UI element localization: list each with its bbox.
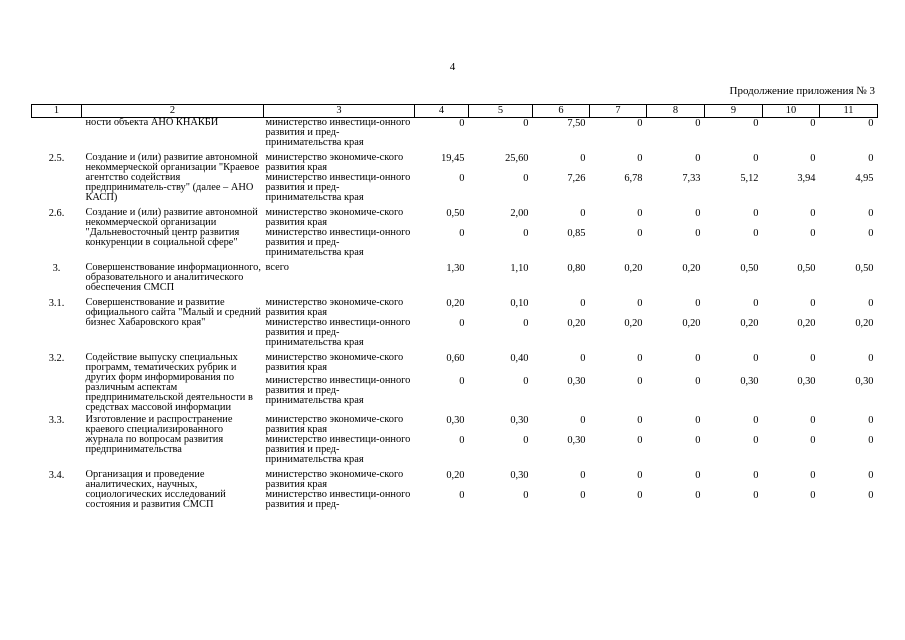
value-cell: 0 xyxy=(753,470,759,481)
value-cell: 0 xyxy=(695,153,701,164)
value-cell: 0,20 xyxy=(446,298,465,309)
value-cell: 0 xyxy=(868,298,874,309)
value-cell: 0 xyxy=(580,353,586,364)
table-row xyxy=(32,296,878,318)
value-cell: 0 xyxy=(637,208,643,219)
value-cell: 0 xyxy=(753,490,759,501)
responsible-executor: министерство экономиче-ского развития края xyxy=(265,152,404,173)
value-cell: 0 xyxy=(695,228,701,239)
value-cell: 7,26 xyxy=(567,173,586,184)
value-cell: 7,33 xyxy=(682,173,701,184)
value-cell: 0 xyxy=(459,118,465,129)
value-cell: 0,20 xyxy=(567,318,586,329)
value-cell: 0 xyxy=(810,470,816,481)
value-cell: 0 xyxy=(695,208,701,219)
value-cell: 0 xyxy=(868,153,874,164)
value-cell: 0 xyxy=(637,228,643,239)
responsible-executor: министерство экономиче-ского развития края xyxy=(265,414,404,435)
value-cell: 0 xyxy=(523,375,529,387)
value-cell: 1,10 xyxy=(510,263,529,274)
value-cell: 0,50 xyxy=(446,208,465,219)
value-cell: 0,20 xyxy=(855,318,874,329)
table-row xyxy=(32,261,878,296)
value-cell: 0 xyxy=(753,353,759,364)
value-cell: 0 xyxy=(868,490,874,501)
column-header: 9 xyxy=(705,105,763,118)
responsible-executor: министерство экономиче-ского развития края xyxy=(265,207,404,228)
value-cell: 0 xyxy=(637,415,643,426)
value-cell: 0 xyxy=(753,153,759,164)
column-header: 10 xyxy=(763,105,820,118)
item-number: 3. xyxy=(52,263,61,274)
value-cell: 0,10 xyxy=(510,298,529,309)
item-number: 3.1. xyxy=(48,298,65,309)
value-cell: 0 xyxy=(637,153,643,164)
value-cell: 0 xyxy=(523,173,529,184)
item-name: Содействие выпуску специальных программ, тематических рубрик и других форм информирования по различным аспектам предпринимательской деятельности в средствах массовой информации xyxy=(85,352,253,413)
value-cell: 0,30 xyxy=(510,470,529,481)
value-cell: 0,20 xyxy=(624,318,643,329)
value-cell: 0,50 xyxy=(855,263,874,274)
item-name: Создание и (или) развитие автономной некоммерческой организации "Дальневосточный центр развития конкуренции в социальной сфере" xyxy=(85,207,258,248)
value-cell: 0 xyxy=(523,490,529,501)
table-row xyxy=(32,151,878,173)
value-cell: 0 xyxy=(810,298,816,309)
budget-table xyxy=(31,104,878,513)
value-cell: 0 xyxy=(459,490,465,501)
value-cell: 0 xyxy=(637,435,643,446)
value-cell: 0 xyxy=(580,208,586,219)
value-cell: 0,30 xyxy=(855,375,874,387)
table-row xyxy=(32,413,878,435)
value-cell: 0 xyxy=(695,353,701,364)
responsible-executor: министерство инвестици-онного развития и пред- xyxy=(265,489,411,510)
value-cell: 0 xyxy=(753,415,759,426)
appendix-caption: Продолжение приложения № 3 xyxy=(729,85,875,97)
column-header: 5 xyxy=(469,105,533,118)
value-cell: 0 xyxy=(580,490,586,501)
value-cell: 0 xyxy=(580,153,586,164)
value-cell: 0 xyxy=(459,318,465,329)
value-cell: 6,78 xyxy=(624,173,643,184)
value-cell: 19,45 xyxy=(441,153,465,164)
item-number: 3.4. xyxy=(48,470,65,481)
value-cell: 0 xyxy=(868,228,874,239)
value-cell: 0 xyxy=(459,228,465,239)
value-cell: 0,30 xyxy=(567,435,586,446)
value-cell: 0 xyxy=(753,118,759,129)
responsible-executor: министерство инвестици-онного развития и пред-принимательства края xyxy=(265,374,411,406)
value-cell: 0 xyxy=(695,298,701,309)
value-cell: 0 xyxy=(868,208,874,219)
table-row xyxy=(32,468,878,490)
table-row xyxy=(32,206,878,228)
value-cell: 0,40 xyxy=(510,353,529,364)
responsible-executor: всего xyxy=(265,262,289,273)
value-cell: 0 xyxy=(580,298,586,309)
item-number: 2.5. xyxy=(48,153,65,164)
value-cell: 25,60 xyxy=(505,153,529,164)
value-cell: 0,30 xyxy=(567,375,586,387)
value-cell: 0 xyxy=(459,375,465,387)
value-cell: 0,30 xyxy=(740,375,759,387)
value-cell: 0 xyxy=(637,298,643,309)
responsible-executor: министерство инвестици-онного развития и пред-принимательства края xyxy=(265,172,411,203)
value-cell: 0 xyxy=(523,228,529,239)
value-cell: 0,20 xyxy=(682,263,701,274)
table-header-row xyxy=(32,105,878,118)
table-row xyxy=(32,351,878,376)
value-cell: 0 xyxy=(810,435,816,446)
value-cell: 0 xyxy=(810,208,816,219)
item-name: Совершенствование и развитие официального сайта "Малый и средний бизнес Хабаровского края" xyxy=(85,297,261,328)
responsible-executor: министерство инвестици-онного развития и пред-принимательства края xyxy=(265,317,411,348)
value-cell: 0 xyxy=(868,353,874,364)
value-cell: 0 xyxy=(810,153,816,164)
responsible-executor: министерство инвестици-онного развития и пред-принимательства края xyxy=(265,434,411,465)
item-name: Совершенствование информационного, образовательного и аналитического обеспечения СМСП xyxy=(85,262,261,293)
value-cell: 0 xyxy=(695,490,701,501)
table-row xyxy=(32,118,878,152)
value-cell: 0 xyxy=(753,208,759,219)
value-cell: 0,30 xyxy=(797,375,816,387)
table-body xyxy=(32,118,878,514)
value-cell: 0 xyxy=(695,435,701,446)
value-cell: 0 xyxy=(810,490,816,501)
responsible-executor: министерство экономиче-ского развития края xyxy=(265,352,404,373)
column-header: 3 xyxy=(264,105,415,118)
value-cell: 1,30 xyxy=(446,263,465,274)
responsible-executor: министерство инвестици-онного развития и пред-принимательства края xyxy=(265,117,411,148)
value-cell: 0,80 xyxy=(567,263,586,274)
value-cell: 0,20 xyxy=(797,318,816,329)
column-header: 7 xyxy=(590,105,647,118)
value-cell: 0,85 xyxy=(567,228,586,239)
value-cell: 0,50 xyxy=(797,263,816,274)
value-cell: 0 xyxy=(523,118,529,129)
value-cell: 0 xyxy=(523,318,529,329)
value-cell: 0,20 xyxy=(682,318,701,329)
value-cell: 0 xyxy=(637,118,643,129)
value-cell: 0,30 xyxy=(510,415,529,426)
item-number: 2.6. xyxy=(48,208,65,219)
value-cell: 0 xyxy=(868,470,874,481)
item-name: Создание и (или) развитие автономной некоммерческой организации "Краевое агентство содействия предприниматель-ству" (далее – АНО КАСП) xyxy=(85,152,260,203)
value-cell: 0,20 xyxy=(624,263,643,274)
value-cell: 0 xyxy=(637,353,643,364)
value-cell: 0 xyxy=(868,118,874,129)
value-cell: 0,50 xyxy=(740,263,759,274)
value-cell: 7,50 xyxy=(567,118,586,129)
page-number: 4 xyxy=(449,61,456,73)
value-cell: 0,20 xyxy=(740,318,759,329)
item-number xyxy=(32,118,82,152)
item-number: 3.2. xyxy=(48,353,65,364)
value-cell: 0 xyxy=(810,415,816,426)
item-name: Изготовление и распространение краевого специализированного журнала по вопросам развития предпринимательства xyxy=(85,414,233,455)
value-cell: 3,94 xyxy=(797,173,816,184)
value-cell: 0 xyxy=(753,298,759,309)
value-cell: 0,60 xyxy=(446,353,465,364)
value-cell: 0 xyxy=(753,435,759,446)
value-cell: 0 xyxy=(580,470,586,481)
column-header: 6 xyxy=(533,105,590,118)
column-header: 1 xyxy=(32,105,82,118)
column-header: 8 xyxy=(647,105,705,118)
item-name: ности объекта АНО КНАКБИ xyxy=(85,117,219,128)
value-cell: 0 xyxy=(753,228,759,239)
responsible-executor: министерство экономиче-ского развития края xyxy=(265,297,404,318)
value-cell: 0,20 xyxy=(446,470,465,481)
value-cell: 0 xyxy=(695,415,701,426)
value-cell: 0 xyxy=(459,173,465,184)
column-header: 11 xyxy=(820,105,878,118)
item-name: Организация и проведение аналитических, научных, социологических исследований состояния и развития СМСП xyxy=(85,469,226,510)
value-cell: 0 xyxy=(637,375,643,387)
value-cell: 0 xyxy=(810,228,816,239)
value-cell: 0 xyxy=(523,435,529,446)
responsible-executor: министерство экономиче-ского развития края xyxy=(265,469,404,490)
value-cell: 0,30 xyxy=(446,415,465,426)
value-cell: 0 xyxy=(459,435,465,446)
value-cell: 0 xyxy=(695,118,701,129)
value-cell: 0 xyxy=(637,470,643,481)
value-cell: 0 xyxy=(695,470,701,481)
column-header: 4 xyxy=(415,105,469,118)
value-cell: 0 xyxy=(810,353,816,364)
value-cell: 0 xyxy=(868,435,874,446)
item-number: 3.3. xyxy=(48,415,65,426)
value-cell: 0 xyxy=(695,375,701,387)
value-cell: 0 xyxy=(637,490,643,501)
value-cell: 0 xyxy=(868,415,874,426)
responsible-executor: министерство инвестици-онного развития и пред-принимательства края xyxy=(265,227,411,258)
value-cell: 0 xyxy=(580,415,586,426)
value-cell: 2,00 xyxy=(510,208,529,219)
value-cell: 4,95 xyxy=(855,173,874,184)
value-cell: 5,12 xyxy=(740,173,759,184)
column-header: 2 xyxy=(82,105,264,118)
value-cell: 0 xyxy=(810,118,816,129)
